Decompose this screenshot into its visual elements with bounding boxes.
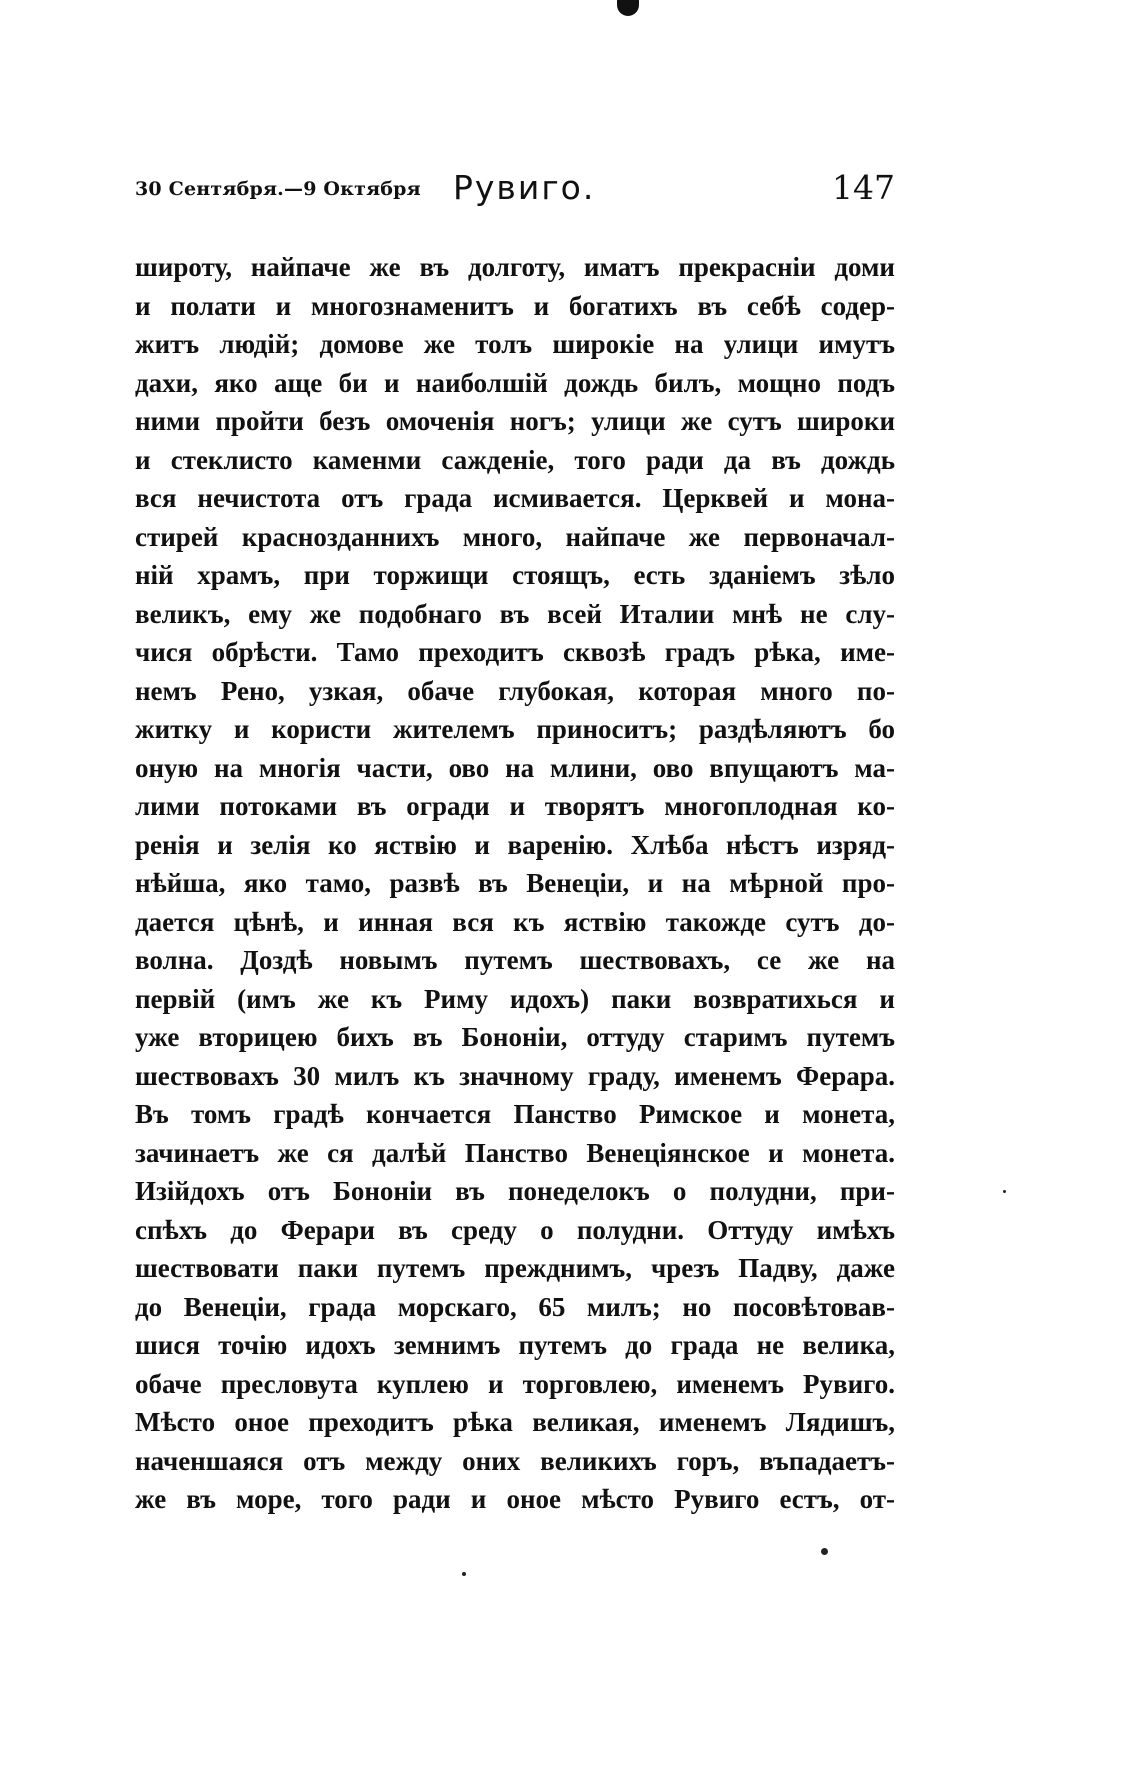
running-header [135,168,895,218]
text-line: зачинаетъ же ся далѣй Панство Венеціянское и монета. [135,1137,895,1168]
text-line: вся нечистота отъ града исмивается. Церквей и мона- [135,483,895,513]
text-line: же въ море, того ради и оное мѣсто Рувиго естъ, от- [135,1484,895,1514]
text-line: и стеклисто каменми сажденіе, того ради да въ дождь [135,444,895,475]
text-line: оную на многія части, ово на млини, ово впущаютъ ма- [135,752,895,783]
text-line: шествовати паки путемъ прежднимъ, чрезъ Падву, даже [135,1253,895,1283]
ink-speck [821,1548,828,1555]
ink-blot-mark [617,0,639,16]
text-line: нѣйша, яко тамо, развѣ въ Венеціи, и на мѣрной про- [135,868,895,898]
text-line: широту, найпаче же въ долготу, иматъ прекрасніи доми [135,252,895,282]
text-line: наченшаяся отъ между оних великихъ горъ, въпадаетъ- [135,1445,895,1476]
text-line: шися точію идохъ земнимъ путемъ до града не велика, [135,1330,895,1360]
header-date-range: 30 Сентября.—9 Октября [135,178,421,200]
text-line: дается цѣнѣ, и инная вся къ яствію такожде сутъ до- [135,906,895,937]
text-line: волна. Доздѣ новымъ путемъ шествовахъ, се же на [135,945,895,975]
text-line: и полати и многознаменитъ и богатихъ въ себѣ содер- [135,290,895,321]
header-title: Рувиго. [453,168,596,207]
text-line: спѣхъ до Ферари въ среду о полудни. Оттуду имѣхъ [135,1214,895,1245]
text-line: ними пройти безъ омоченія ногъ; улици же сутъ широки [135,406,895,436]
text-line: до Венеціи, града морскаго, 65 милъ; но посовѣтовав- [135,1291,895,1322]
text-line: дахи, яко аще би и наиболшій дождь билъ, мощно подъ [135,367,895,398]
text-line: шествовахъ 30 милъ къ значному граду, именемъ Ферара. [135,1060,895,1091]
text-line: лими потоками въ огради и творятъ многоплодная ко- [135,791,895,821]
body-text [135,248,895,1519]
text-line: ній храмъ, при торжищи стоящъ, есть зданіемъ зѣло [135,560,895,590]
text-line: житку и користи жителемъ приноситъ; раздѣляютъ бо [135,714,895,744]
page-number: 147 [832,168,895,207]
ink-speck [462,1572,466,1576]
text-line: житъ людій; домове же толъ широкіе на улици имутъ [135,329,895,359]
text-line: уже вторицею бихъ въ Бононіи, оттуду старимъ путемъ [135,1022,895,1052]
text-line: великъ, ему же подобнаго въ всей Италии мнѣ не слу- [135,598,895,629]
text-line: немъ Рено, узкая, обаче глубокая, которая много по- [135,675,895,706]
text-line: первій (имъ же къ Риму идохъ) паки возвратихься и [135,983,895,1014]
ink-speck [1003,1190,1006,1193]
text-line: Изійдохъ отъ Бононіи въ понеделокъ о полудни, при- [135,1176,895,1206]
text-line: ренія и зелія ко яствію и варенію. Хлѣба нѣстъ изряд- [135,829,895,860]
text-line: обаче пресловута куплею и торговлею, именемъ Рувиго. [135,1368,895,1399]
text-line: Въ томъ градѣ кончается Панство Римское и монета, [135,1099,895,1129]
text-line: стирей краснозданнихъ много, найпаче же первоначал- [135,521,895,552]
text-line: Мѣсто оное преходитъ рѣка великая, именемъ Лядишъ, [135,1407,895,1437]
text-line: чися обрѣсти. Тамо преходитъ сквозѣ градъ рѣка, име- [135,637,895,667]
